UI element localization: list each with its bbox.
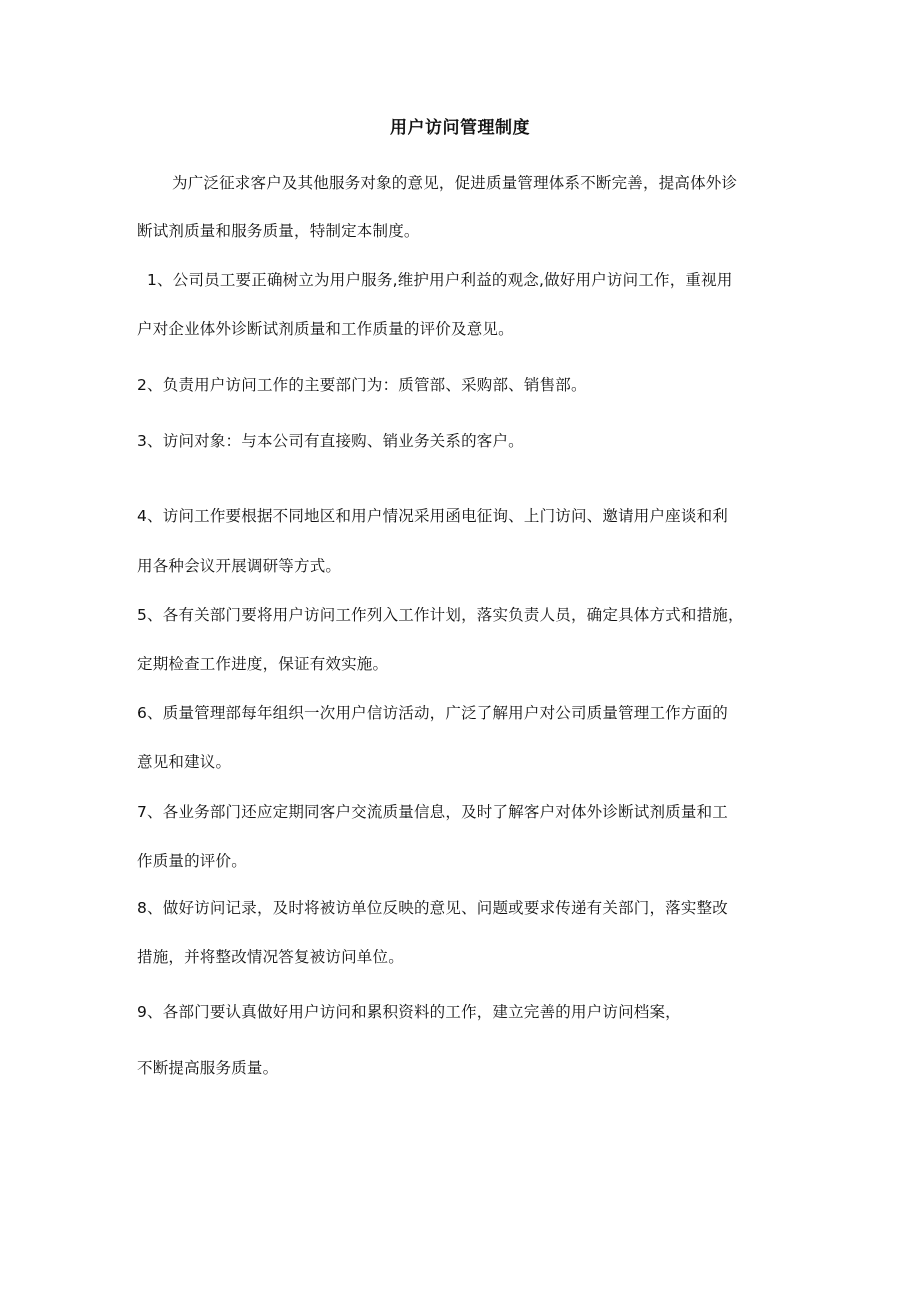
intro-line-2: 断试剂质量和服务质量，特制定本制度。 (137, 222, 420, 240)
item-7-line-1: 7、各业务部门还应定期同客户交流质量信息，及时了解客户对体外诊断试剂质量和工 (137, 803, 728, 821)
item-9-line-2: 不断提高服务质量。 (137, 1059, 279, 1077)
document-title: 用户访问管理制度 (390, 118, 530, 138)
item-8-line-1: 8、做好访问记录，及时将被访单位反映的意见、问题或要求传递有关部门，落实整改 (137, 899, 728, 917)
intro-line-1: 为广泛征求客户及其他服务对象的意见，促进质量管理体系不断完善，提高体外诊 (172, 174, 738, 192)
item-8-line-2: 措施，并将整改情况答复被访问单位。 (137, 948, 404, 966)
item-2-line: 2、负责用户访问工作的主要部门为：质管部、采购部、销售部。 (137, 376, 587, 394)
item-7-line-2: 作质量的评价。 (137, 852, 247, 870)
item-9-line-1: 9、各部门要认真做好用户访问和累积资料的工作，建立完善的用户访问档案， (137, 1003, 681, 1021)
item-1-line-2: 户对企业体外诊断试剂质量和工作质量的评价及意见。 (137, 320, 514, 338)
item-5-line-1: 5、各有关部门要将用户访问工作列入工作计划，落实负责人员，确定具体方式和措施， (137, 606, 744, 624)
item-4-line-1: 4、访问工作要根据不同地区和用户情况采用函电征询、上门访问、邀请用户座谈和利 (137, 507, 728, 525)
item-4-line-2: 用各种会议开展调研等方式。 (137, 557, 342, 575)
item-3-line: 3、访问对象：与本公司有直接购、销业务关系的客户。 (137, 432, 524, 450)
item-6-line-2: 意见和建议。 (137, 753, 232, 771)
item-6-line-1: 6、质量管理部每年组织一次用户信访活动，广泛了解用户对公司质量管理工作方面的 (137, 704, 728, 722)
item-1-line-1: 1、公司员工要正确树立为用户服务,维护用户利益的观念,做好用户访问工作，重视用 (147, 271, 733, 289)
item-5-line-2: 定期检查工作进度，保证有效实施。 (137, 655, 389, 673)
